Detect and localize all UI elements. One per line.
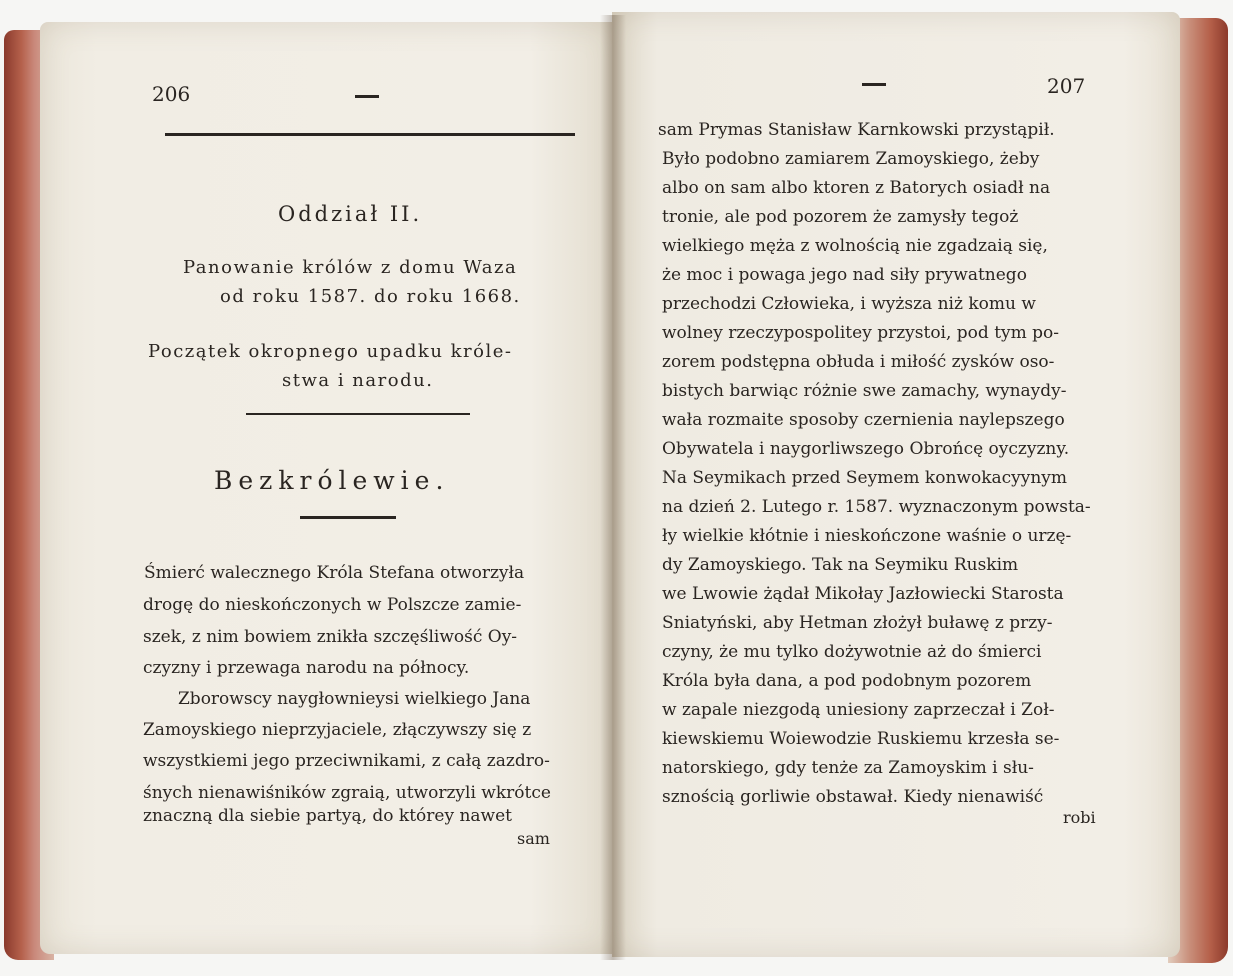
section-title: Oddział II. bbox=[278, 202, 423, 226]
subtitle-line-2: od roku 1587. do roku 1668. bbox=[220, 286, 521, 307]
subsubtitle-line-1: Początek okropnego upadku króle- bbox=[148, 341, 513, 362]
body-line-right: w zapale niezgodą uniesiony zaprzeczał i Zoł- bbox=[662, 700, 1055, 720]
body-line-right: tronie, ale pod pozorem że zamysły tegoż bbox=[662, 207, 1019, 227]
body-line-right: czyny, że mu tylko dożywotnie aż do śmierci bbox=[662, 642, 1042, 662]
header-rule-left bbox=[165, 133, 575, 136]
body-line-right: natorskiego, gdy tenże za Zamoyskim i słu- bbox=[662, 758, 1034, 778]
body-line-right: Na Seymikach przed Seymem konwokacyynym bbox=[662, 468, 1068, 488]
page-number-right: 207 bbox=[1047, 74, 1086, 98]
body-line-left: szek, z nim bowiem znikła szczęśliwość Oy- bbox=[143, 627, 518, 647]
body-line-right: że moc i powaga jego nad siły prywatnego bbox=[662, 265, 1027, 285]
body-line-left: śnych nienawiśników zgraią, utworzyli wkrótce bbox=[143, 783, 551, 803]
body-line-right: na dzień 2. Lutego r. 1587. wyznaczonym powsta- bbox=[662, 497, 1091, 517]
body-line-right: sznością gorliwie obstawał. Kiedy nienawiść bbox=[662, 787, 1044, 807]
catchword-left: sam bbox=[517, 829, 550, 848]
subtitle-line-1: Panowanie królów z domu Waza bbox=[183, 257, 518, 278]
book-gutter bbox=[600, 15, 626, 960]
body-line-left: znaczną dla siebie partyą, do którey nawet bbox=[143, 806, 513, 826]
page-number-left: 206 bbox=[152, 82, 191, 106]
body-line-left: czyzny i przewaga narodu na północy. bbox=[143, 658, 470, 678]
body-line-left: Śmierć walecznego Króla Stefana otworzyła bbox=[144, 563, 525, 583]
body-line-right: wała rozmaite sposoby czernienia naylepszego bbox=[662, 410, 1065, 430]
body-line-right: wielkiego męża z wolnością nie zgadzaią się, bbox=[662, 236, 1048, 256]
body-line-right: Było podobno zamiarem Zamoyskiego, żeby bbox=[662, 149, 1040, 169]
section-divider bbox=[246, 413, 470, 415]
chapter-underline bbox=[300, 516, 396, 519]
catchword-right: robi bbox=[1063, 808, 1096, 827]
body-line-right: sam Prymas Stanisław Karnkowski przystąpił. bbox=[658, 120, 1055, 140]
body-line-right: Sniatyński, aby Hetman złożył buławę z przy- bbox=[662, 613, 1053, 633]
body-line-left: Zborowscy naygłownieysi wielkiego Jana bbox=[178, 689, 531, 709]
body-line-left: drogę do nieskończonych w Polszcze zamie- bbox=[143, 595, 522, 615]
body-line-right: dy Zamoyskiego. Tak na Seymiku Ruskim bbox=[662, 555, 1019, 575]
body-line-right: bistych barwiąc różnie swe zamachy, wynaydy- bbox=[662, 381, 1067, 401]
body-line-right: kiewskiemu Woiewodzie Ruskiemu krzesła se- bbox=[662, 729, 1060, 749]
body-line-right: we Lwowie żądał Mikołay Jazłowiecki Starosta bbox=[662, 584, 1064, 604]
body-line-right: Króla była dana, a pod podobnym pozorem bbox=[662, 671, 1032, 691]
body-line-right: albo on sam albo ktoren z Batorych osiadł na bbox=[662, 178, 1051, 198]
body-line-left: wszystkiemi jego przeciwnikami, z całą zazdro- bbox=[143, 751, 550, 771]
body-line-right: wolney rzeczypospolitey przystoi, pod tym po- bbox=[662, 323, 1060, 343]
body-line-right: Obywatela i naygorliwszego Obrońcę oyczyzny. bbox=[662, 439, 1070, 459]
body-line-right: ły wielkie kłótnie i nieskończone waśnie o urzę- bbox=[662, 526, 1072, 546]
body-line-right: przechodzi Człowieka, i wyższa niż komu w bbox=[662, 294, 1036, 314]
header-dash-right bbox=[862, 83, 886, 86]
chapter-title: Bezkrólewie. bbox=[214, 466, 450, 495]
body-line-left: Zamoyskiego nieprzyjaciele, złączywszy się z bbox=[143, 720, 532, 740]
body-line-right: zorem podstępna obłuda i miłość zysków oso- bbox=[662, 352, 1055, 372]
subsubtitle-line-2: stwa i narodu. bbox=[282, 370, 434, 391]
header-dash-left bbox=[355, 95, 379, 98]
